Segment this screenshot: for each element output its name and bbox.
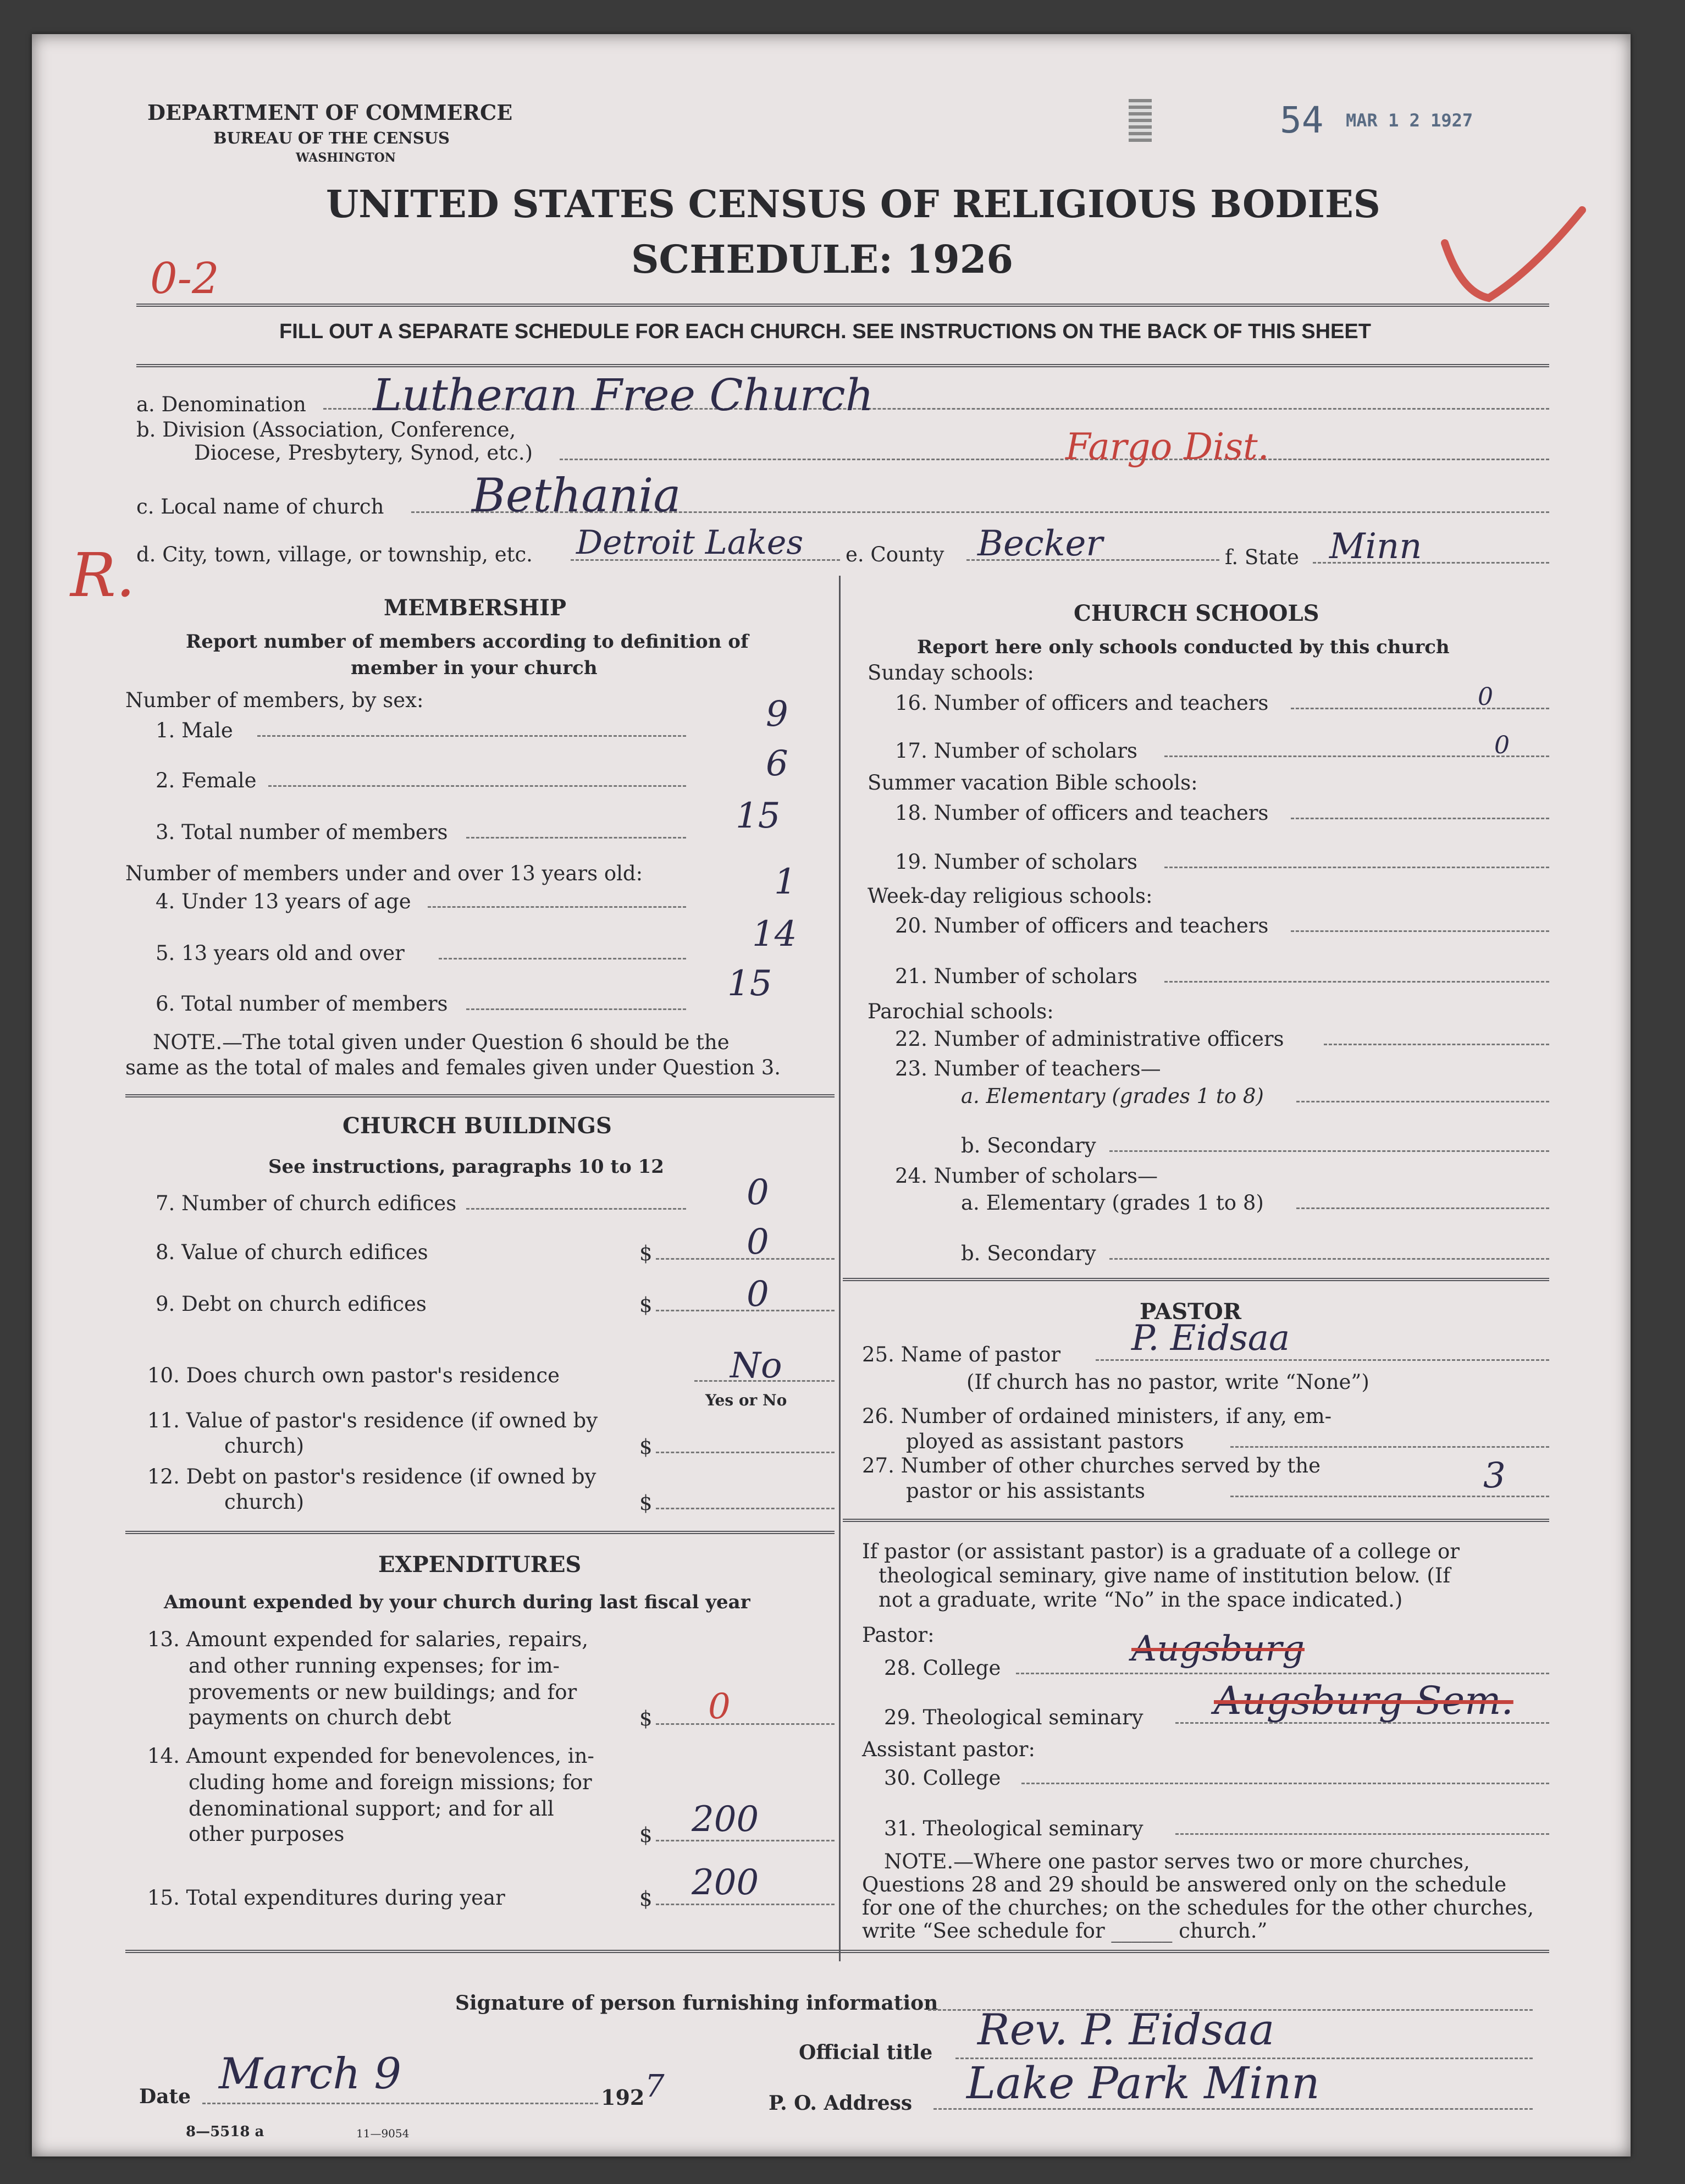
pastor-note-1: NOTE.—Where one pastor serves two or more churches, — [884, 1850, 1470, 1873]
q27-label-2: pastor or his assistants — [906, 1479, 1145, 1503]
q5-leader — [439, 958, 686, 959]
city-label: WASHINGTON — [296, 151, 396, 165]
q5-label: 5. 13 years old and over — [156, 941, 405, 965]
q30-label: 30. College — [884, 1766, 1001, 1790]
q1-leader — [257, 735, 686, 737]
q13-label-4: payments on church debt — [189, 1706, 451, 1729]
form-title: UNITED STATES CENSUS OF RELIGIOUS BODIES — [326, 183, 1380, 227]
date-label: Date — [139, 2085, 191, 2108]
instruction-line: FILL OUT A SEPARATE SCHEDULE FOR EACH CHURCH. SEE INSTRUCTIONS ON THE BACK OF THIS SHEET — [279, 320, 1371, 343]
q6-value: 15 — [727, 963, 772, 1004]
members-by-sex: Number of members, by sex: — [125, 688, 424, 712]
q21-label: 21. Number of scholars — [895, 964, 1138, 988]
q9-line — [656, 1310, 835, 1311]
q23b-leader — [1109, 1150, 1549, 1152]
signature-label: Signature of person furnishing information — [455, 1992, 938, 2015]
q16-label: 16. Number of officers and teachers — [895, 691, 1269, 715]
q13-line — [656, 1723, 835, 1725]
city-value: Detroit Lakes — [576, 523, 804, 562]
buildings-rule — [125, 1531, 835, 1538]
q30-leader — [1021, 1783, 1549, 1784]
pastor-note-4: write “See schedule for ______ church.” — [862, 1919, 1268, 1943]
q11-label-1: 11. Value of pastor's residence (if owned by — [147, 1409, 598, 1432]
q3-leader — [466, 837, 686, 839]
q9-dollar: $ — [639, 1293, 653, 1317]
state-label: f. State — [1225, 545, 1299, 569]
q1-label: 1. Male — [156, 719, 233, 742]
state-value: Minn — [1329, 526, 1422, 567]
schools-heading: CHURCH SCHOOLS — [1074, 600, 1319, 626]
q15-dollar: $ — [639, 1887, 653, 1911]
q5-value: 14 — [752, 914, 797, 955]
q28-value: Augsburg — [1131, 1629, 1305, 1669]
q11-label-2: church) — [224, 1434, 305, 1458]
q23-label: 23. Number of teachers— — [895, 1057, 1161, 1080]
q14-label-3: denominational support; and for all — [189, 1797, 554, 1821]
q10-label: 10. Does church own pastor's residence — [147, 1364, 560, 1387]
pastor-note-2: Questions 28 and 29 should be answered only on the schedule — [862, 1873, 1507, 1896]
assistant-pastor-label: Assistant pastor: — [862, 1738, 1035, 1761]
q8-line — [656, 1258, 835, 1260]
pastor-rule — [843, 1519, 1549, 1526]
membership-heading: MEMBERSHIP — [384, 595, 567, 621]
weekday-schools-label: Week-day religious schools: — [868, 884, 1153, 908]
graduate-note-1: If pastor (or assistant pastor) is a graduate of a college or — [862, 1540, 1460, 1563]
q31-label: 31. Theological seminary — [884, 1817, 1143, 1840]
q23a-leader — [1296, 1101, 1549, 1102]
q26-leader — [1230, 1446, 1549, 1448]
stamp-number: 54 — [1280, 99, 1324, 141]
q9-label: 9. Debt on church edifices — [156, 1292, 427, 1316]
q17-label: 17. Number of scholars — [895, 739, 1138, 763]
q14-label-1: 14. Amount expended for benevolences, in- — [147, 1744, 594, 1768]
department-label: DEPARTMENT OF COMMERCE — [147, 100, 513, 125]
q9-value: 0 — [747, 1274, 769, 1315]
membership-rule — [125, 1094, 835, 1102]
stamp-mark — [1129, 99, 1152, 142]
q13-dollar: $ — [639, 1707, 653, 1730]
division-value: Fargo Dist. — [1065, 426, 1269, 468]
q28-label: 28. College — [884, 1656, 1001, 1680]
graduate-note-2: theological seminary, give name of institution below. (If — [879, 1564, 1451, 1587]
q17-value: 0 — [1494, 731, 1510, 759]
q22-label: 22. Number of administrative officers — [895, 1027, 1284, 1051]
q31-leader — [1175, 1833, 1549, 1835]
q7-value: 0 — [747, 1172, 769, 1213]
q25-note: (If church has no pastor, write “None”) — [966, 1370, 1369, 1394]
q8-value: 0 — [747, 1222, 769, 1262]
schools-sub: Report here only schools conducted by this church — [917, 636, 1450, 658]
q2-label: 2. Female — [156, 769, 257, 792]
q4-label: 4. Under 13 years of age — [156, 890, 411, 913]
membership-sub-2: member in your church — [351, 657, 598, 679]
q4-value: 1 — [774, 862, 797, 902]
column-divider — [839, 576, 841, 1961]
stamp-date: MAR 1 2 1927 — [1346, 110, 1473, 131]
q23b-label: b. Secondary — [961, 1134, 1096, 1157]
county-label: e. County — [846, 543, 944, 566]
q19-leader — [1164, 867, 1549, 868]
county-value: Becker — [977, 523, 1103, 564]
q20-label: 20. Number of officers and teachers — [895, 914, 1269, 937]
q15-label: 15. Total expenditures during year — [147, 1886, 505, 1910]
q15-value: 200 — [692, 1862, 759, 1903]
division-line — [560, 459, 1549, 460]
q24a-leader — [1296, 1207, 1549, 1209]
year-value: 7 — [645, 2069, 665, 2104]
official-title-value: Rev. P. Eidsaa — [977, 2005, 1275, 2055]
q28-line — [1016, 1673, 1549, 1674]
denomination-label: a. Denomination — [136, 393, 306, 416]
date-value: March 9 — [219, 2049, 401, 2099]
q25-line — [1096, 1359, 1549, 1361]
buildings-sub: See instructions, paragraphs 10 to 12 — [268, 1156, 664, 1178]
q14-label-4: other purposes — [189, 1822, 345, 1846]
footer-rule — [125, 1950, 1549, 1957]
local-name-label: c. Local name of church — [136, 495, 384, 519]
parochial-schools-label: Parochial schools: — [868, 1000, 1054, 1023]
q27-label-1: 27. Number of other churches served by the — [862, 1454, 1321, 1477]
q21-leader — [1164, 981, 1549, 983]
q27-value: 3 — [1483, 1455, 1506, 1496]
q16-value: 0 — [1478, 683, 1493, 711]
q18-label: 18. Number of officers and teachers — [895, 801, 1269, 825]
red-checkmark — [1439, 199, 1593, 315]
yes-no-hint: Yes or No — [705, 1391, 787, 1409]
form-number: 8—5518 a — [186, 2124, 264, 2140]
q14-value: 200 — [692, 1799, 759, 1840]
q29-label: 29. Theological seminary — [884, 1706, 1143, 1729]
red-code-mark: 0-2 — [150, 254, 219, 304]
q16-leader — [1291, 708, 1549, 709]
q11-dollar: $ — [639, 1435, 653, 1459]
graduate-note-3: not a graduate, write “No” in the space indicated.) — [879, 1588, 1403, 1612]
pastor-heading: PASTOR — [1140, 1299, 1241, 1325]
q3-label: 3. Total number of members — [156, 820, 448, 844]
q26-label-2: ployed as assistant pastors — [906, 1430, 1184, 1453]
q24-label: 24. Number of scholars— — [895, 1164, 1158, 1188]
po-address-label: P. O. Address — [769, 2092, 913, 2115]
q15-line — [656, 1904, 835, 1905]
q24b-leader — [1109, 1258, 1549, 1260]
division-label-2: Diocese, Presbytery, Synod, etc.) — [194, 441, 533, 465]
q14-line — [656, 1840, 835, 1841]
q7-leader — [466, 1208, 686, 1210]
q23a-label: a. Elementary (grades 1 to 8) — [961, 1084, 1264, 1108]
q12-line — [656, 1508, 835, 1509]
census-schedule-sheet — [32, 34, 1631, 2157]
membership-note-1: NOTE.—The total given under Question 6 should be the — [153, 1030, 730, 1054]
local-name-value: Bethania — [472, 468, 681, 522]
q12-label-1: 12. Debt on pastor's residence (if owned by — [147, 1465, 596, 1488]
q13-value: 0 — [708, 1686, 731, 1727]
expenditures-heading: EXPENDITURES — [378, 1552, 582, 1578]
q29-value: Augsburg Sem. — [1214, 1678, 1513, 1723]
q13-label-1: 13. Amount expended for salaries, repairs, — [147, 1628, 589, 1651]
q17-leader — [1164, 755, 1549, 757]
q1-value: 9 — [766, 694, 788, 735]
q13-label-2: and other running expenses; for im- — [189, 1654, 560, 1678]
q4-leader — [428, 906, 686, 908]
q26-label-1: 26. Number of ordained ministers, if any, em- — [862, 1404, 1332, 1428]
membership-note-2: same as the total of males and females given under Question 3. — [125, 1056, 781, 1079]
denomination-value: Lutheran Free Church — [373, 369, 874, 421]
q14-dollar: $ — [639, 1823, 653, 1847]
membership-sub-1: Report number of members according to definition of — [186, 631, 749, 653]
city-label: d. City, town, village, or township, etc. — [136, 543, 533, 566]
q20-leader — [1291, 930, 1549, 932]
form-subtitle: SCHEDULE: 1926 — [631, 236, 1014, 282]
q18-leader — [1291, 818, 1549, 819]
members-by-age: Number of members under and over 13 years old: — [125, 862, 643, 885]
q8-label: 8. Value of church edifices — [156, 1240, 428, 1264]
q3-value: 15 — [736, 796, 781, 836]
pastor-note-3: for one of the churches; on the schedules for the other churches, — [862, 1896, 1534, 1920]
q13-label-3: provements or new buildings; and for — [189, 1680, 577, 1704]
q6-leader — [466, 1008, 686, 1010]
q14-label-2: cluding home and foreign missions; for — [189, 1771, 592, 1794]
sunday-schools-label: Sunday schools: — [868, 661, 1034, 685]
q6-label: 6. Total number of members — [156, 992, 448, 1016]
summer-schools-label: Summer vacation Bible schools: — [868, 771, 1198, 795]
pastor-subsection-label: Pastor: — [862, 1623, 935, 1647]
q11-line — [656, 1452, 835, 1453]
q19-label: 19. Number of scholars — [895, 850, 1138, 874]
header-rule-top — [136, 304, 1549, 311]
q12-dollar: $ — [639, 1491, 653, 1515]
date-line — [202, 2103, 598, 2104]
division-label-1: b. Division (Association, Conference, — [136, 418, 516, 442]
q22-leader — [1324, 1044, 1549, 1045]
buildings-heading: CHURCH BUILDINGS — [342, 1113, 612, 1139]
print-number: 11—9054 — [356, 2127, 410, 2140]
q10-value: No — [730, 1345, 782, 1386]
expenditures-sub: Amount expended by your church during last fiscal year — [164, 1591, 750, 1613]
q24a-label: a. Elementary (grades 1 to 8) — [961, 1191, 1264, 1215]
schools-rule — [843, 1278, 1549, 1286]
q2-leader — [268, 785, 686, 787]
q8-dollar: $ — [639, 1242, 653, 1265]
po-address-value: Lake Park Minn — [966, 2058, 1320, 2109]
red-r-mark: R. — [70, 540, 135, 610]
q7-label: 7. Number of church edifices — [156, 1192, 457, 1215]
q2-value: 6 — [766, 743, 788, 784]
q24b-label: b. Secondary — [961, 1242, 1096, 1265]
official-title-label: Official title — [799, 2041, 933, 2064]
q12-label-2: church) — [224, 1490, 305, 1514]
bureau-label: BUREAU OF THE CENSUS — [213, 129, 450, 147]
q25-label: 25. Name of pastor — [862, 1343, 1061, 1366]
q25-value: P. Eidsaa — [1131, 1318, 1290, 1359]
year-prefix: 192 — [601, 2085, 645, 2110]
